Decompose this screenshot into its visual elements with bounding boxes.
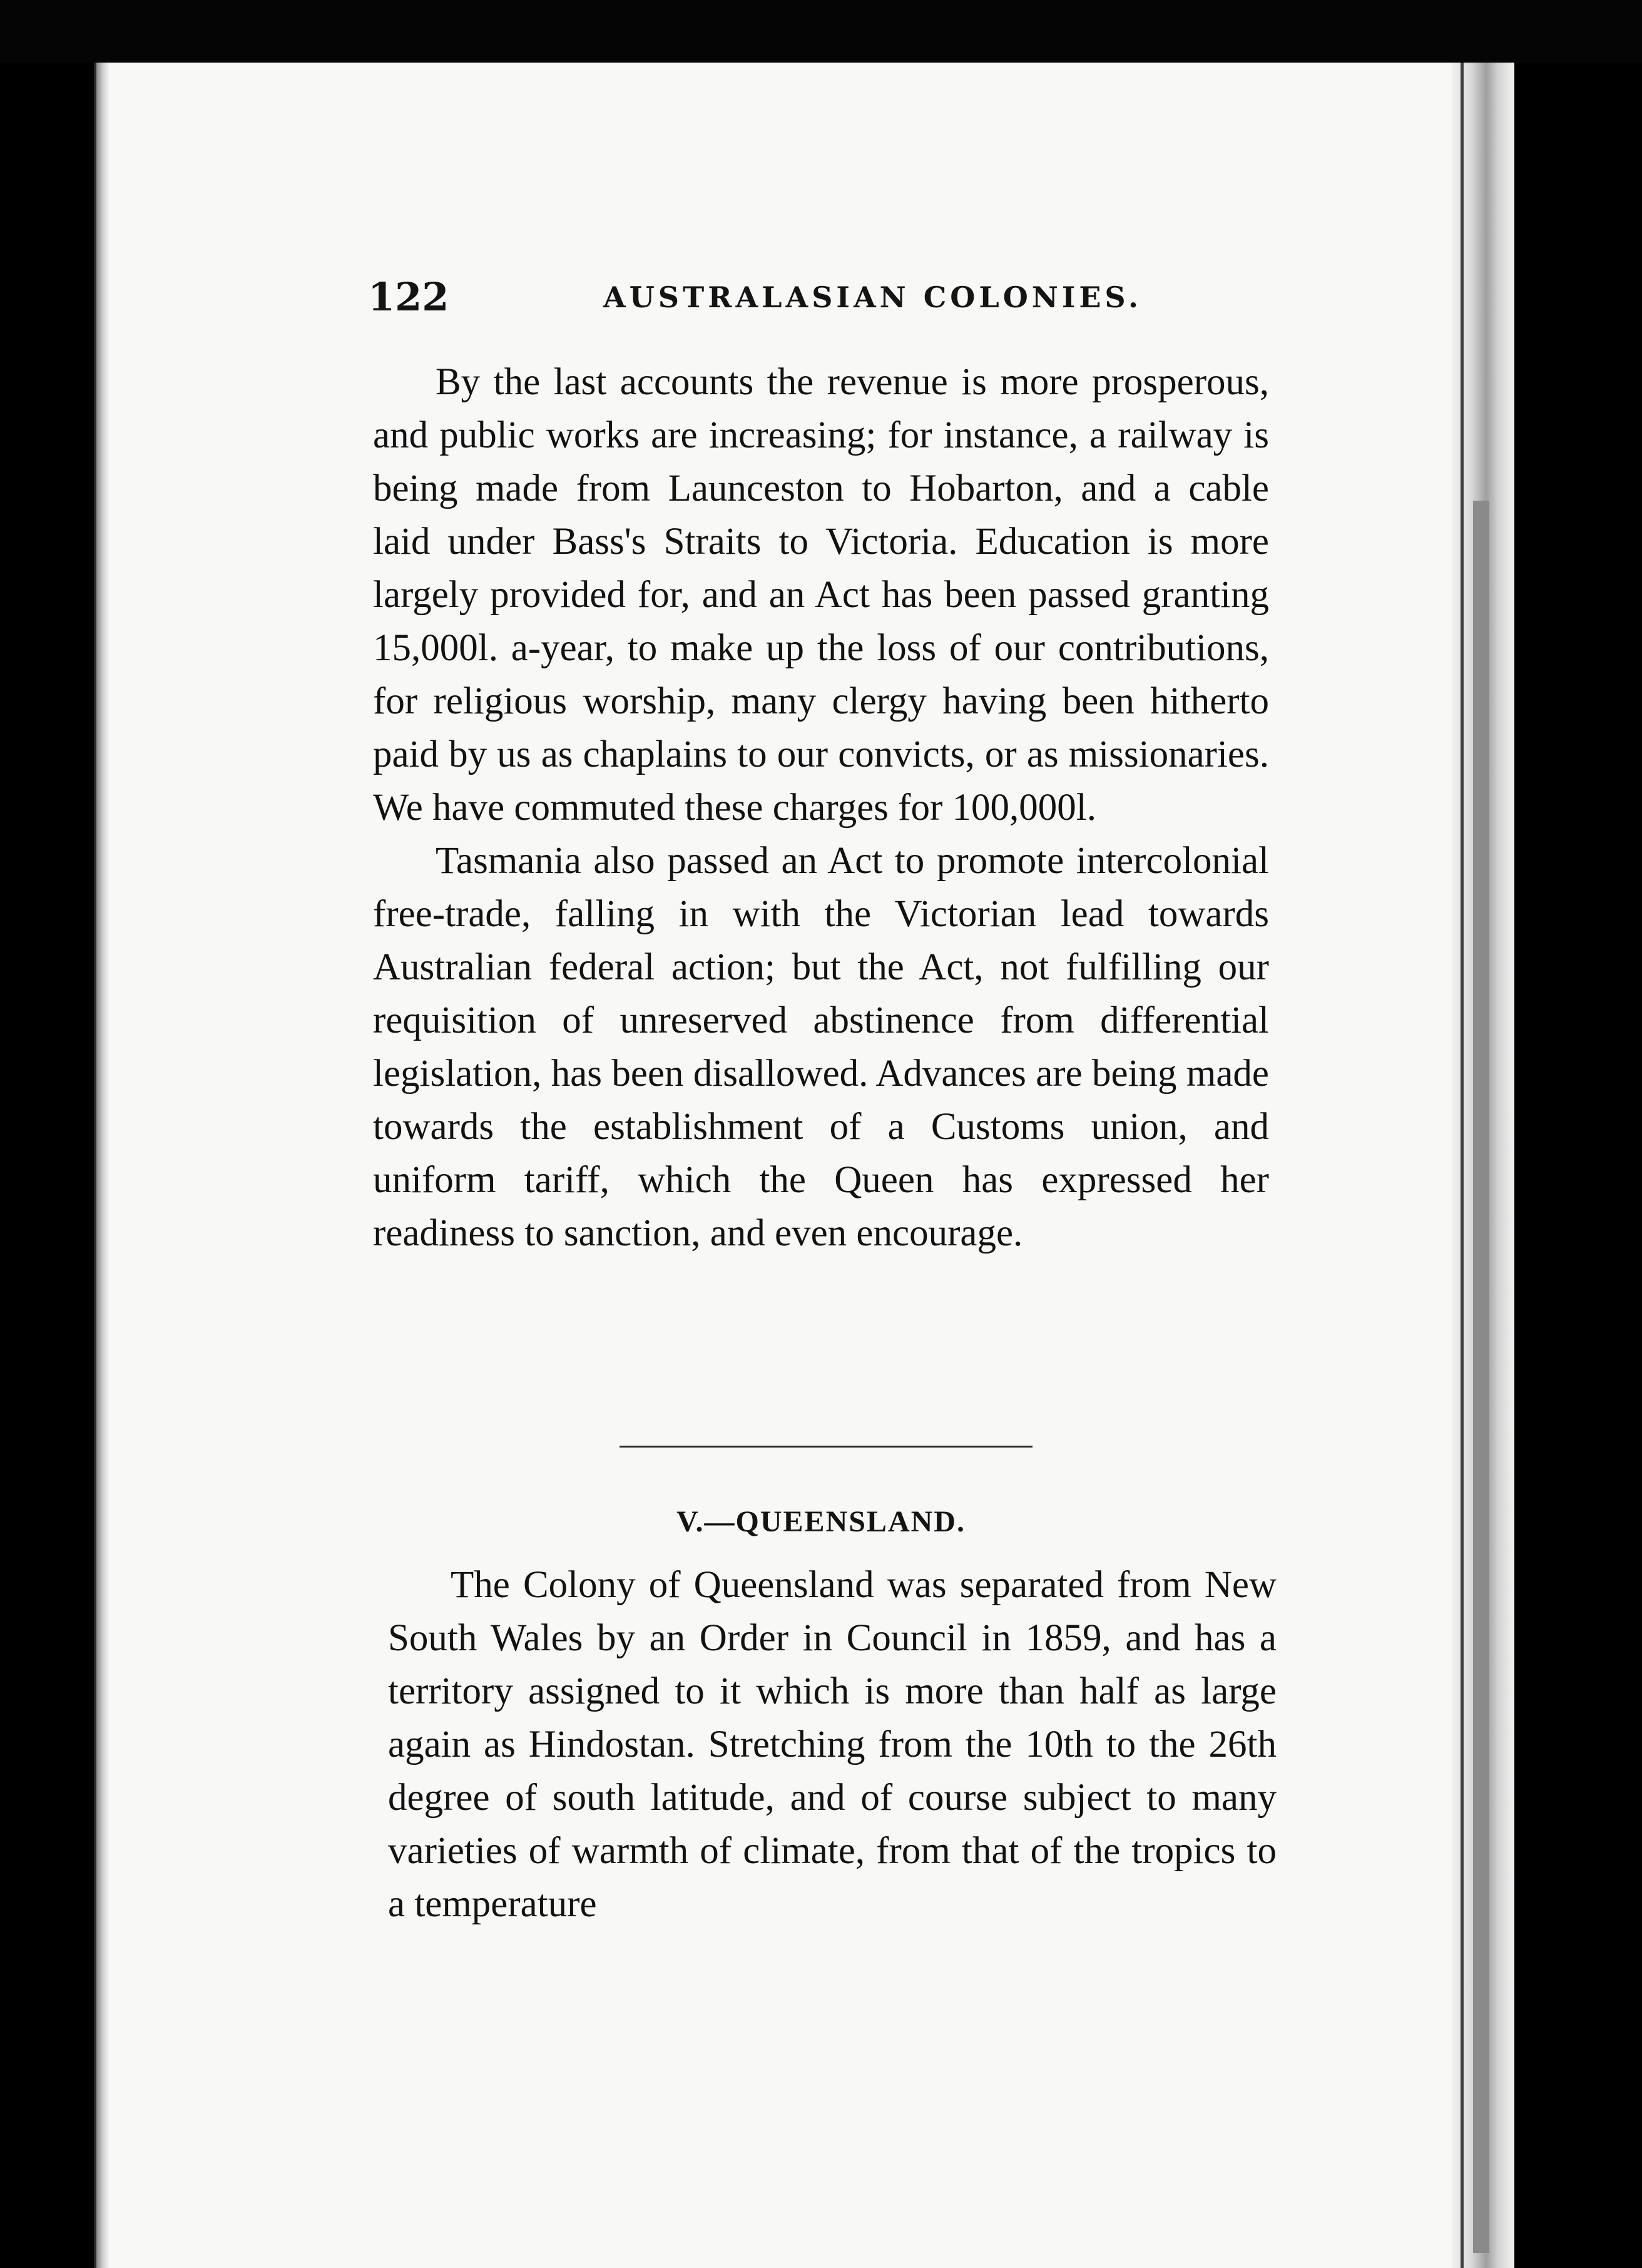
paragraph: By the last accounts the revenue is more prosperous, and public works are increasing; for instance, a railway is being made from Launceston to Hobarton, and a cable laid under Bass's Straits to Victoria. Education is more largely provided for, and an Act has been passed granting 15,000l. a-year, to make up the loss of our contributions, for religious worship, many clergy having been hitherto paid by us as chaplains to our convicts, or as missionaries. We have commuted these charges for 100,000l.: [373, 361, 1269, 829]
page-left-edge: [94, 63, 109, 2268]
running-head: [368, 272, 1275, 322]
scan-right-border: [1514, 63, 1642, 2268]
paragraph: Tasmania also passed an Act to promote intercolonial free-trade, falling in with the Victorian lead towards Australian federal action; but the Act, not fulfilling our requisition of unreserved abstinence from differential legislation, has been disallowed. Advances are being made towards the establishment of a Customs union, and uniform tariff, which the Queen has expressed her readiness to sanction, and even encourage.: [373, 840, 1269, 1254]
tasmania-text: [373, 355, 1269, 1260]
section-divider: [620, 1446, 1033, 1448]
running-title: AUSTRALASIAN COLONIES.: [603, 280, 1143, 314]
page-number: 122: [368, 274, 449, 320]
section-heading: V.—QUEENSLAND.: [676, 1505, 966, 1538]
queensland-text: [388, 1558, 1277, 1931]
facing-page-edge: [1452, 63, 1514, 2268]
paragraph: The Colony of Queensland was separated from New South Wales by an Order in Council in 1859, and has a territory assigned to it which is more than half as large again as Hindostan. Stretching from the 10th to the 26th degree of south latitude, and of course subject to many varieties of warmth of climate, from that of the tropics to a temperature: [388, 1564, 1277, 1925]
scan-top-border: [0, 0, 1642, 63]
